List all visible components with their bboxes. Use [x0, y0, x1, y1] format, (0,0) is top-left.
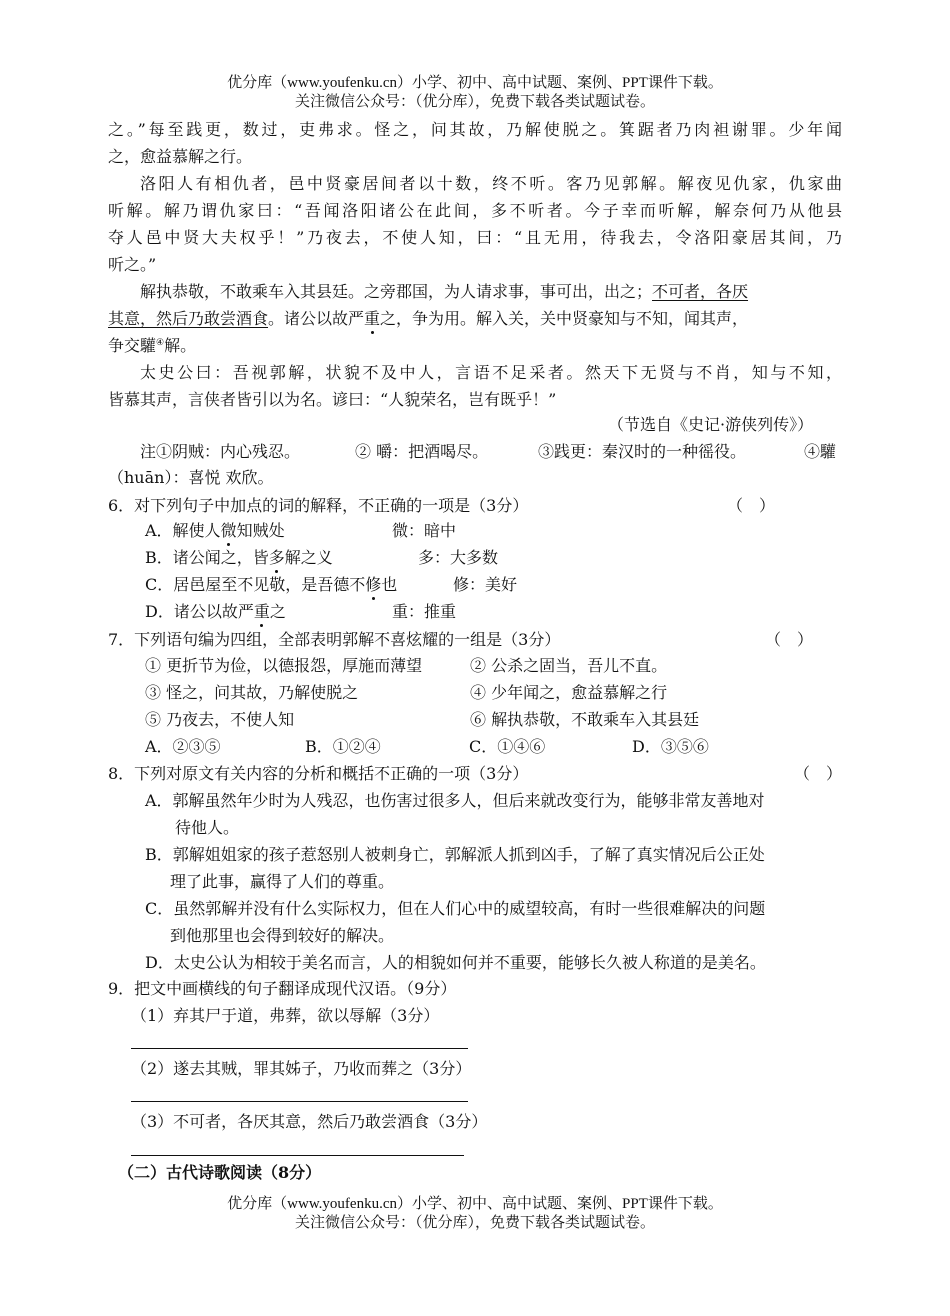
- dotted-word: 重: [364, 309, 381, 328]
- q7-item-4: ④ 少年闻之，愈益慕解之行: [470, 683, 668, 702]
- q9-sentence-3: （3）不可者，各厌其意，然后乃敢尝酒食（3分）: [131, 1112, 488, 1131]
- option-d: D．太史公认为相较于美名而言，人的相貌如何并不重要，能够长久被人称道的是美名。: [145, 953, 766, 972]
- note-1: 注①阴贼：内心残忍。: [140, 442, 301, 461]
- passage-text: 。诸公以故严: [268, 309, 365, 328]
- q7-item-2: ② 公杀之固当，吾儿不直。: [470, 656, 668, 675]
- passage-text: 解执恭敬，不敢乘车入其县廷。之旁郡国，为人请求事，事可出，出之；: [140, 282, 653, 301]
- answer-line[interactable]: [131, 1101, 468, 1102]
- header-line-1: 优分库（www.youfenku.cn）小学、初中、高中试题、案例、PPT课件下载。: [227, 75, 723, 91]
- page-header: [0, 74, 950, 112]
- passage-line: 洛阳人有相仇者，邑中贤豪居间者以十数，终不听。客乃见郭解。解夜见仇家，仇家曲: [140, 174, 842, 193]
- question-8-stem: 8．下列对原文有关内容的分析和概括不正确的一项（3分）: [108, 764, 529, 783]
- answer-paren: （ ）: [727, 496, 776, 515]
- passage-source: （节选自《史记·游侠列传》）: [608, 415, 814, 434]
- option-text: C．居邑屋至不见敬，是吾德不: [145, 575, 366, 594]
- answer-line[interactable]: [131, 1155, 464, 1156]
- option-text: A．解使人: [145, 521, 221, 540]
- passage-text: 之，争为用。解入关，关中贤豪知与不知，闻其声，: [380, 309, 749, 328]
- answer-paren: （ ）: [765, 630, 814, 649]
- section-2-title: （二）古代诗歌阅读（8分）: [118, 1163, 322, 1182]
- dotted-word: 修: [365, 575, 382, 594]
- option-text: 解之义: [284, 548, 333, 567]
- passage-line: 夺人邑中贤大夫权乎！”乃夜去，不使人知，曰：“且无用，待我去，令洛阳豪居其间，乃: [108, 228, 842, 247]
- passage-line: 皆慕其声，言侠者皆引以为名。谚曰：“人貌荣名，岂有既乎！”: [108, 390, 557, 409]
- option-b-definition: 多：大多数: [418, 548, 499, 567]
- passage-line: 听之。”: [108, 255, 157, 274]
- footer-line-2: 关注微信公众号：（优分库），免费下载各类试题试卷。: [294, 1215, 655, 1231]
- answer-paren: （ ）: [794, 764, 843, 783]
- page-footer: [0, 1195, 950, 1233]
- option-b: B．①②④: [305, 737, 381, 756]
- option-c: [145, 575, 397, 595]
- option-c: C．虽然郭解并没有什么实际权力，但在人们心中的威望较高，有时一些很难解决的问题: [145, 899, 766, 918]
- underlined-sentence: 其意，然后乃敢尝酒食: [108, 309, 269, 328]
- question-9-stem: 9．把文中画横线的句子翻译成现代汉语。（9分）: [108, 979, 457, 998]
- passage-line: 之。”每至践更，数过，吏弗求。怪之，问其故，乃解使脱之。箕踞者乃肉袒谢罪。少年闻: [108, 120, 842, 139]
- passage-line: [108, 309, 748, 329]
- note-3: ③践更：秦汉时的一种徭役。: [538, 442, 747, 461]
- option-a: A．②③⑤: [145, 737, 221, 756]
- note-4: ④驩: [804, 442, 837, 461]
- passage-text: 争交驩: [108, 336, 157, 355]
- q7-item-6: ⑥ 解执恭敬，不敢乘车入其县廷: [470, 710, 700, 729]
- passage-line: [108, 336, 196, 356]
- question-7-stem: 7．下列语句编为四组，全部表明郭解不喜炫耀的一组是（3分）: [108, 630, 561, 649]
- option-text: 之: [269, 602, 286, 621]
- option-b: B．郭解姐姐家的孩子惹怒别人被刺身亡，郭解派人抓到凶手，了解了真实情况后公正处: [145, 845, 765, 864]
- passage-line: 听解。解乃谓仇家曰：“吾闻洛阳诸公在此间，多不听者。今子幸而听解，解奈何乃从他县: [108, 201, 842, 220]
- option-c-definition: 修：美好: [453, 575, 518, 594]
- option-text: 知贼处: [236, 521, 285, 540]
- q9-sentence-1: （1）弃其尸于道，弗葬，欲以辱解（3分）: [131, 1006, 440, 1025]
- dotted-word: 微: [220, 521, 237, 540]
- q7-item-5: ⑤ 乃夜去，不使人知: [145, 710, 295, 729]
- option-d: [145, 602, 286, 622]
- option-a: [145, 521, 285, 541]
- question-6-stem: 6．对下列句子中加点的词的解释，不正确的一项是（3分）: [108, 496, 529, 515]
- q9-sentence-2: （2）遂去其贼，罪其姊子，乃收而葬之（3分）: [131, 1059, 472, 1078]
- option-d-definition: 重：推重: [392, 602, 457, 621]
- footer-line-1: 优分库（www.youfenku.cn）小学、初中、高中试题、案例、PPT课件下载。: [227, 1196, 723, 1212]
- dotted-word: 重: [253, 602, 270, 621]
- note-2: ② 嚼：把酒喝尽。: [355, 442, 489, 461]
- option-a: A．郭解虽然年少时为人残忍，也伤害过很多人，但后来就改变行为，能够非常友善地对: [145, 791, 765, 810]
- option-b: [145, 548, 333, 568]
- underlined-sentence: 不可者，各厌: [652, 282, 749, 301]
- option-text: B．诸公闻之，皆: [145, 548, 269, 567]
- passage-line: 太史公曰：吾视郭解，状貌不及中人，言语不足采者。然天下无贤与不肖，知与不知，: [140, 363, 842, 382]
- option-c: C．①④⑥: [469, 737, 546, 756]
- answer-line[interactable]: [131, 1048, 468, 1049]
- option-a-definition: 微：暗中: [392, 521, 457, 540]
- q7-item-3: ③ 怪之，问其故，乃解使脱之: [145, 683, 359, 702]
- option-text: 也: [381, 575, 398, 594]
- passage-text: 解。: [164, 336, 197, 355]
- passage-line: [140, 282, 748, 302]
- header-line-2: 关注微信公众号：（优分库），免费下载各类试题试卷。: [294, 94, 655, 110]
- note-4-cont: （huān）：喜悦 欢欣。: [108, 468, 274, 487]
- passage-line: 之，愈益慕解之行。: [108, 147, 253, 166]
- option-b-cont: 理了此事，赢得了人们的尊重。: [170, 872, 395, 891]
- option-text: D．诸公以故严: [145, 602, 254, 621]
- option-c-cont: 到他那里也会得到较好的解决。: [170, 926, 395, 945]
- footnote-marker: ④: [156, 338, 165, 348]
- dotted-word: 多: [268, 548, 285, 567]
- option-d: D．③⑤⑥: [632, 737, 709, 756]
- option-a-cont: 待他人。: [175, 818, 240, 837]
- q7-item-1: ① 更折节为俭，以德报怨，厚施而薄望: [145, 656, 423, 675]
